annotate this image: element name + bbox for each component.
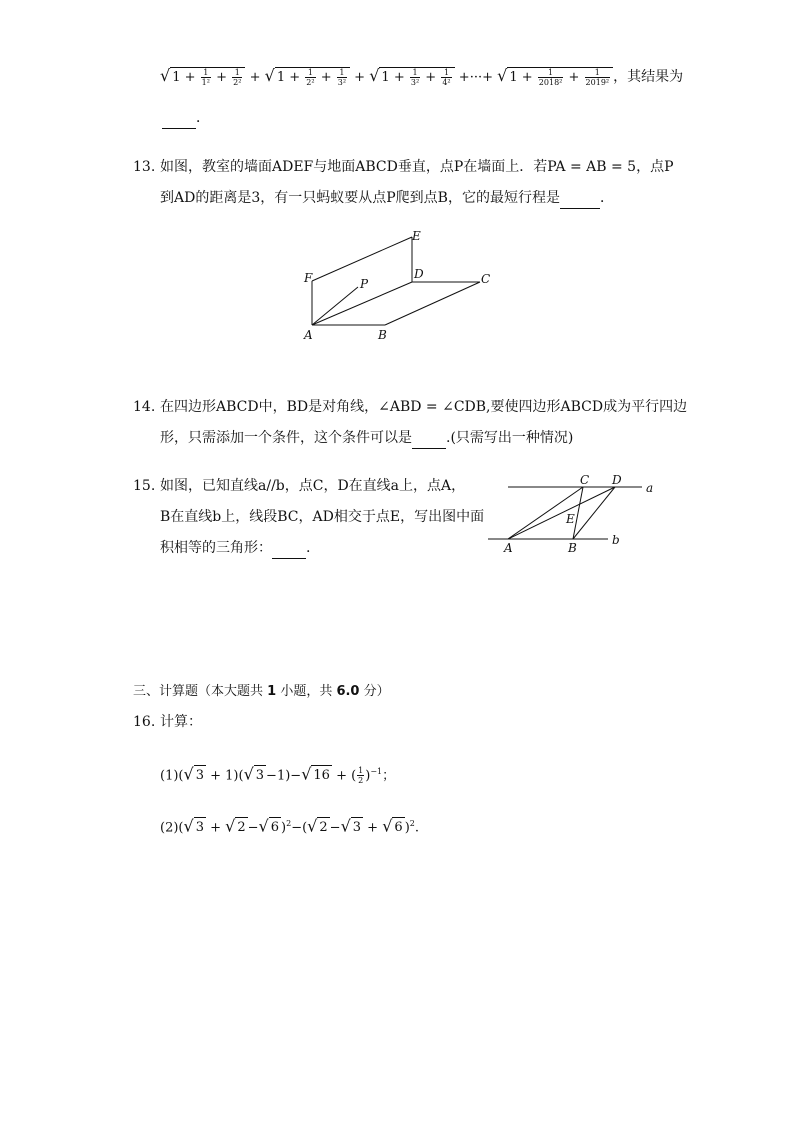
q15-text-line2: B在直线b上，线段BC，AD相交于点E，写出图中面 <box>160 509 485 525</box>
label-E: E <box>566 512 575 526</box>
q15-figure <box>484 468 674 560</box>
q12-answer-line: ． <box>162 108 210 129</box>
label-A: A <box>504 541 513 555</box>
label-P: P <box>360 277 369 291</box>
label-C: C <box>481 272 491 286</box>
q15-text-line1: 如图，已知直线a//b，点C，D在直线a上，点A， <box>160 478 466 494</box>
radical-1: 1 + $\frac{1}{\text{1²}}$ + $\frac{1}{\text{2²}}$ <box>170 67 245 88</box>
label-F: F <box>304 271 313 285</box>
q16-part2: (2)(√ 3 + √ 2 −√ 6 )$^2$−(√ 2 −√ 3 + √ 6 )$^2$. <box>160 814 419 838</box>
segment-BD <box>573 487 615 539</box>
label-a: a <box>646 481 654 495</box>
label-B: B <box>378 328 387 342</box>
sqrt-icon: √ <box>369 66 380 85</box>
question-number: 13. <box>133 159 156 175</box>
label-D: D <box>414 267 424 281</box>
q12-radical-sum: √ 1 + $\frac{1}{\text{1²}}$ + $\frac{1}{\text{2²}}$ + √ 1 + $\frac{1}{\text{2²}}$ + $\frac{1}{\text{3²}}$ + √ 1 + $\frac{1}{\text{3²}}$ + $\frac{1}{\text{4²}}$ +···+ √ 1 + $\frac{1}{\text{2018²}}$ + $\frac{1}{\text{2019²}}$ ，其结果为 <box>160 66 684 87</box>
q13-text-line2: 到AD的距离是3，有一只蚂蚁要从点P爬到点B，它的最短行程是 ． <box>160 188 614 209</box>
edge-FE <box>312 237 412 281</box>
q15-text-line3: 积相等的三角形： . <box>160 538 310 559</box>
q16-intro: 计算： <box>160 714 202 730</box>
radical-2: 1 + $\frac{1}{\text{2²}}$ + $\frac{1}{\text{3²}}$ <box>275 67 350 88</box>
q13-text-line1: 如图，教室的墙面ADEF与地面ABCD垂直，点P在墙面上．若PA = AB = 5，点P <box>160 159 674 175</box>
label-B: B <box>568 541 577 555</box>
radical-4: 1 + $\frac{1}{\text{2018²}}$ + $\frac{1}{\text{2019²}}$ <box>507 67 613 88</box>
label-b: b <box>612 533 620 547</box>
sqrt-icon: √ <box>264 66 275 85</box>
question-number: 14. <box>133 399 156 415</box>
sqrt-icon: √ <box>497 66 508 85</box>
answer-blank[interactable] <box>412 428 446 449</box>
segment-AP <box>312 287 358 325</box>
answer-blank[interactable] <box>162 108 196 129</box>
q16-part1: (1)(√ 3 + 1)(√ 3 −1)−√ 16 + ( $\frac{1}{2}$ )$^{-1}$； <box>160 764 396 786</box>
radical-3: 1 + $\frac{1}{\text{3²}}$ + $\frac{1}{\text{4²}}$ <box>379 67 454 88</box>
label-D: D <box>612 473 622 487</box>
question-number: 15. <box>133 478 156 494</box>
answer-blank[interactable] <box>560 188 600 209</box>
label-E: E <box>412 229 421 243</box>
section-heading: 三、计算题（本大题共 1 小题，共 6.0 分） <box>133 684 390 699</box>
label-C: C <box>580 473 590 487</box>
sqrt-icon: √ <box>160 66 171 85</box>
q14-text-line1: 在四边形ABCD中，BD是对角线，∠ABD = ∠CDB,要使四边形ABCD成为平行四边 <box>160 399 688 415</box>
label-A: A <box>304 328 313 342</box>
edge-CB <box>385 282 480 325</box>
answer-blank[interactable] <box>272 538 306 559</box>
question-number: 16. <box>133 714 156 730</box>
q14-text-line2: 形，只需添加一个条件，这个条件可以是 .(只需写出一种情况) <box>160 428 573 449</box>
segment-AD <box>508 487 615 539</box>
q13-figure <box>290 225 510 350</box>
